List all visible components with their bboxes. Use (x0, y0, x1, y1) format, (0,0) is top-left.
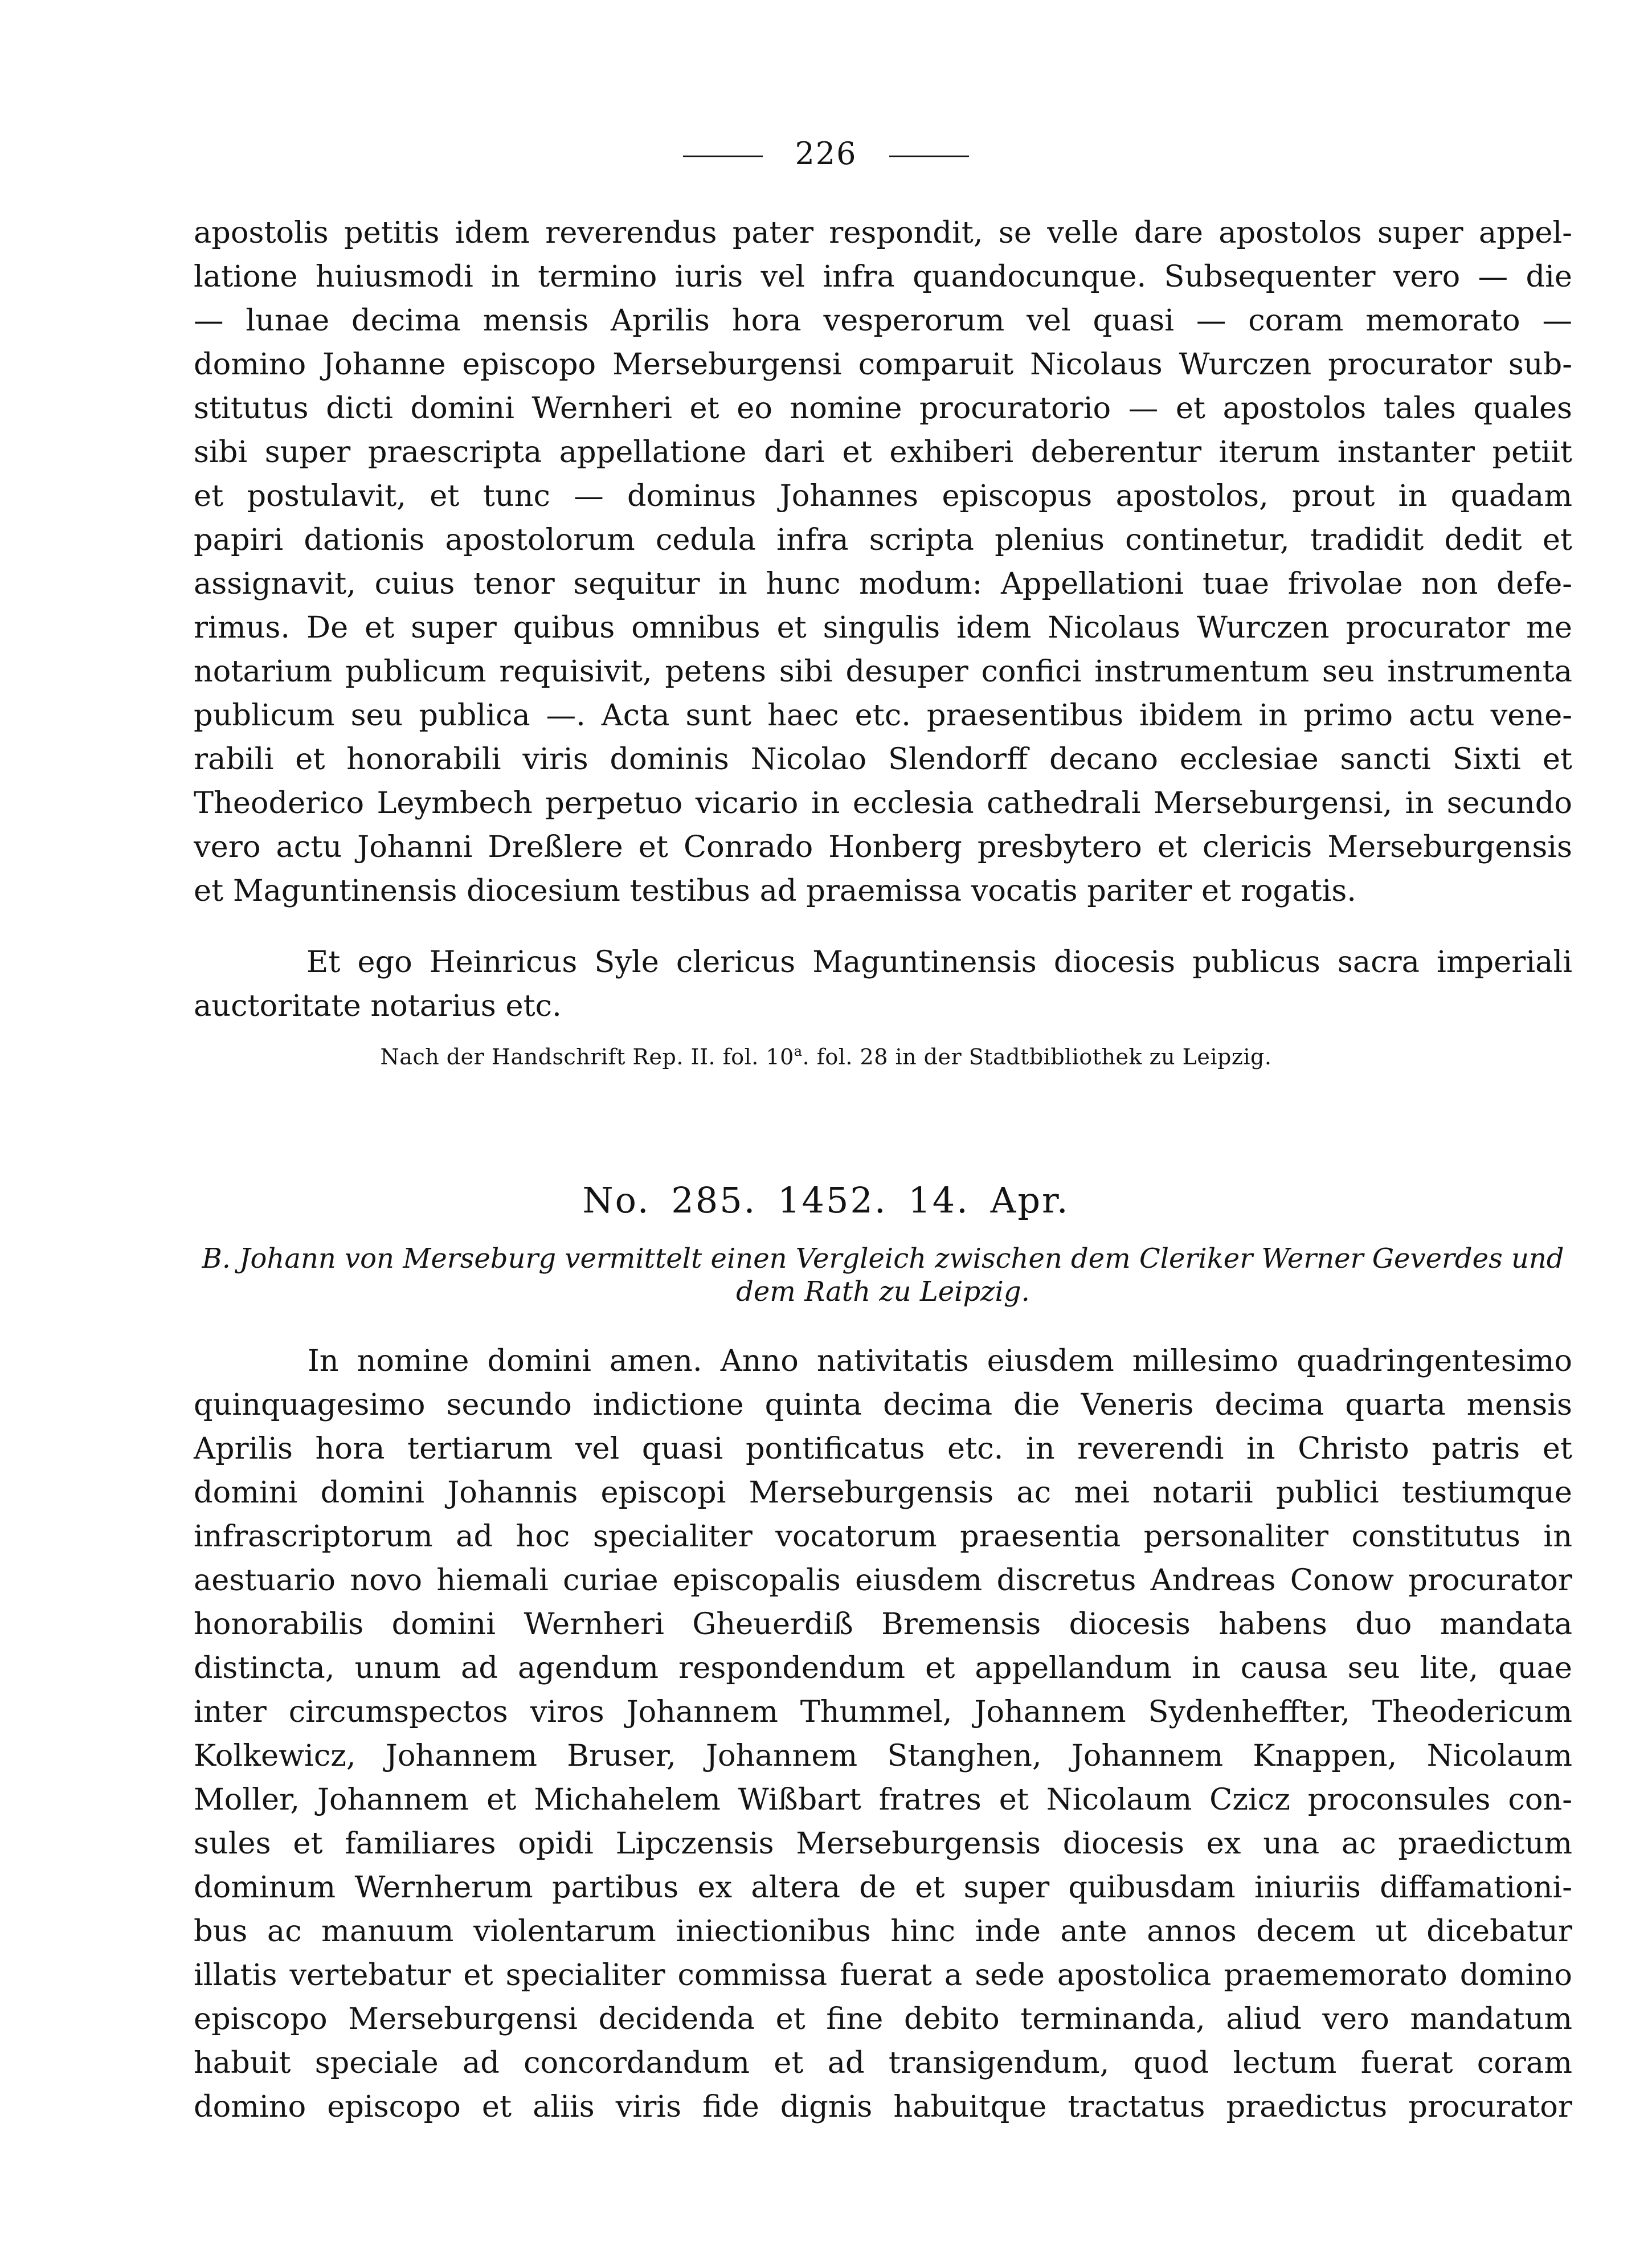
charter-text (194, 1339, 1572, 2129)
page-number: 226 (795, 136, 857, 172)
source-note-text-end: . fol. 28 in der Stadtbibliothek zu Leipzig. (802, 1044, 1272, 1069)
text-line: et postulavit, et tunc — dominus Johannes episcopus apostolos, prout in quadam (194, 479, 1572, 513)
text-line: honorabilis domini Wernheri Gheuerdiß Bremensis diocesis habens duo mandata (194, 1607, 1572, 1642)
text-line: habuit speciale ad concordandum et ad transigendum, quod lectum fuerat coram (194, 2045, 1572, 2080)
source-note-text: Nach der Handschrift Rep. II. fol. 10 (380, 1044, 794, 1069)
text-line: In nomine domini amen. Anno nativitatis eiusdem millesimo quadringentesimo (308, 1344, 1572, 1378)
header-rule-right (889, 156, 969, 157)
text-line: auctoritate notarius etc. (194, 989, 562, 1023)
text-line: rimus. De et super quibus omnibus et singulis idem Nicolaus Wurczen procurator me (194, 610, 1572, 645)
text-line: episcopo Merseburgensi decidenda et fine debito terminanda, aliud vero mandatum (194, 2002, 1572, 2036)
text-line: et Maguntinensis diocesium testibus ad praemissa vocatis pariter et rogatis. (194, 873, 1356, 908)
text-line: latione huiusmodi in termino iuris vel infra quandocunque. Subsequenter vero — die (194, 259, 1572, 294)
regest-line: B. Johann von Merseburg vermittelt einen Vergleich zwischen dem Cleriker Werner Geverdes und (202, 1243, 1564, 1275)
header-rule-left (683, 156, 763, 157)
regest-line: dem Rath zu Leipzig. (736, 1276, 1030, 1308)
text-line: distincta, unum ad agendum respondendum et appellandum in causa seu lite, quae (194, 1651, 1572, 1685)
text-line: Theoderico Leymbech perpetuo vicario in ecclesia cathedrali Merseburgensi, in secundo (194, 786, 1572, 820)
regest-summary (188, 1242, 1578, 1308)
text-line: Moller, Johannem et Michahelem Wißbart fratres et Nicolaum Czicz proconsules con- (194, 1782, 1572, 1817)
text-line: apostolis petitis idem reverendus pater respondit, se velle dare apostolos super appel- (194, 215, 1572, 250)
text-line: infrascriptorum ad hoc specialiter vocatorum praesentia personaliter constitutus in (194, 1519, 1572, 1554)
text-line: — lunae decima mensis Aprilis hora vesperorum vel quasi — coram memorato — (194, 303, 1572, 338)
text-line: illatis vertebatur et specialiter commissa fuerat a sede apostolica praememorato domino (194, 1958, 1572, 1992)
text-line: vero actu Johanni Dreßlere et Conrado Honberg presbytero et clericis Merseburgensis (194, 830, 1572, 864)
text-line: Et ego Heinricus Syle clericus Maguntinensis diocesis publicus sacra imperiali (306, 945, 1572, 979)
text-line: stitutus dicti domini Wernheri et eo nomine procuratorio — et apostolos tales quales (194, 391, 1572, 426)
text-line: dominum Wernherum partibus ex altera de et super quibusdam iniuriis diffamationi- (194, 1870, 1572, 1905)
text-line: inter circumspectos viros Johannem Thummel, Johannem Sydenheffter, Theodericum (194, 1694, 1572, 1729)
text-line: Aprilis hora tertiarum vel quasi pontificatus etc. in reverendi in Christo patris et (194, 1431, 1572, 1466)
text-line: bus ac manuum violentarum iniectionibus hinc inde ante annos decem ut dicebatur (194, 1914, 1572, 1949)
text-line: Kolkewicz, Johannem Bruser, Johannem Stanghen, Johannem Knappen, Nicolaum (194, 1738, 1572, 1773)
text-line: rabili et honorabili viris dominis Nicolao Slendorff decano ecclesiae sancti Sixti et (194, 742, 1572, 777)
text-line: aestuario novo hiemali curiae episcopalis eiusdem discretus Andreas Conow procurator (194, 1563, 1572, 1598)
text-line: papiri dationis apostolorum cedula infra scripta plenius continetur, tradidit dedit et (194, 522, 1572, 557)
charter-continuation-text (194, 211, 1572, 913)
text-line: domini domini Johannis episcopi Merseburgensis ac mei notarii publici testiumque (194, 1475, 1572, 1510)
text-line: domino Johanne episcopo Merseburgensi comparuit Nicolaus Wurczen procurator sub- (194, 347, 1572, 382)
text-line: domino episcopo et aliis viris fide dignis habuitque tractatus praedictus procurator (194, 2089, 1572, 2124)
page-header (0, 136, 1652, 172)
notary-attestation (194, 940, 1572, 1028)
text-line: quinquagesimo secundo indictione quinta decima die Veneris decima quarta mensis (194, 1387, 1572, 1422)
document-heading: No. 285. 1452. 14. Apr. (582, 1179, 1070, 1221)
text-line: assignavit, cuius tenor sequitur in hunc modum: Appellationi tuae frivolae non defe- (194, 566, 1572, 601)
source-note (0, 1044, 1652, 1069)
text-line: publicum seu publica —. Acta sunt haec etc. praesentibus ibidem in primo actu vene- (194, 698, 1572, 733)
text-line: notarium publicum requisivit, petens sibi desuper confici instrumentum seu instrumenta (194, 654, 1572, 689)
text-line: sules et familiares opidi Lipczensis Merseburgensis diocesis ex una ac praedictum (194, 1826, 1572, 1861)
text-line: sibi super praescripta appellatione dari et exhiberi deberentur iterum instanter petiit (194, 435, 1572, 469)
source-note-superscript: a (794, 1043, 803, 1059)
